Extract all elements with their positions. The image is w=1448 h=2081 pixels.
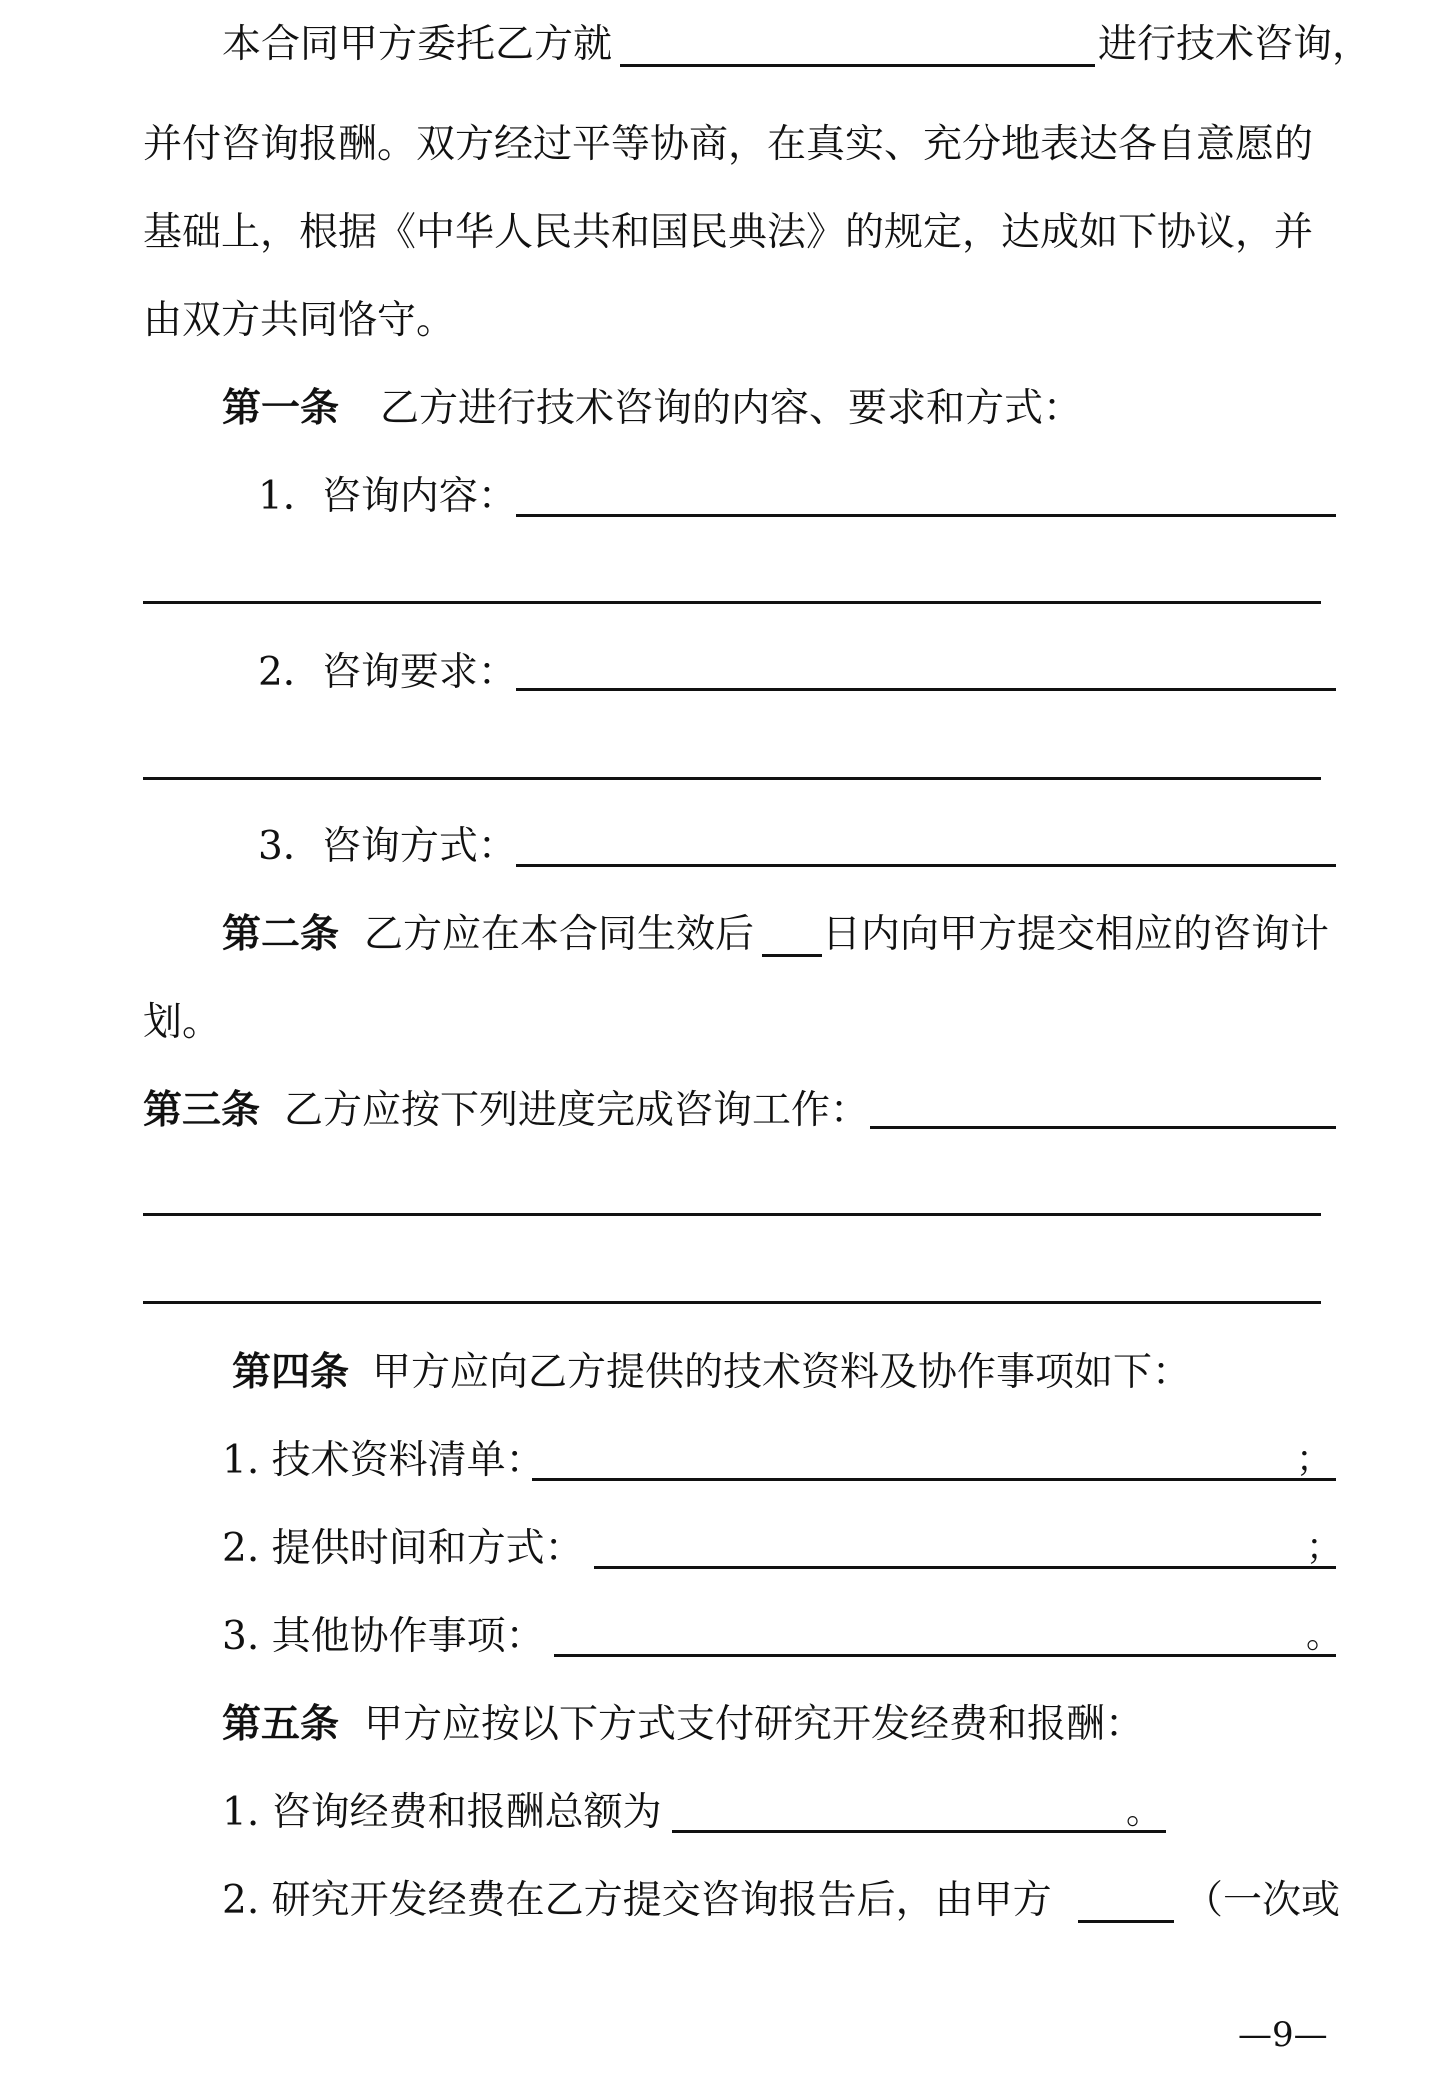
other-matters-label: 3. 其他协作事项： [222, 1614, 545, 1659]
article-1-text: 乙方进行技术咨询的内容、要求和方式： [380, 386, 1083, 431]
schedule-line-2 [143, 1213, 1321, 1216]
consult-subject-blank [620, 20, 1095, 67]
article-3-label: 第三条 [143, 1088, 261, 1133]
consult-content-line-2 [143, 601, 1321, 604]
total-fee-line [672, 1830, 1166, 1833]
page-number: —9— [1238, 2015, 1328, 2055]
tech-docs-line [532, 1478, 1336, 1481]
schedule-line [870, 1126, 1336, 1129]
intro-line-4: 由双方共同恪守。 [143, 298, 456, 343]
article-4-text: 甲方应向乙方提供的技术资料及协作事项如下： [372, 1350, 1192, 1395]
provide-time-end-mark: ； [1306, 1527, 1343, 1568]
other-matters-line [554, 1654, 1336, 1657]
consult-requirement-line [516, 688, 1336, 691]
total-fee-label: 1. 咨询经费和报酬总额为 [222, 1790, 662, 1835]
total-fee-end-mark: 。 [1126, 1791, 1163, 1832]
payment-text-a: 2. 研究开发经费在乙方提交咨询报告后，由甲方 [222, 1878, 1052, 1923]
provide-time-line [594, 1566, 1336, 1569]
intro-line-3: 基础上，根据《中华人民共和国民典法》的规定，达成如下协议，并 [143, 210, 1314, 255]
other-matters-end-mark: 。 [1306, 1615, 1343, 1656]
consult-content-label: 1．咨询内容： [258, 474, 517, 519]
article-2-text-a: 乙方应在本合同生效后 [364, 912, 755, 957]
tech-docs-label: 1. 技术资料清单： [222, 1438, 545, 1483]
article-3-text: 乙方应按下列进度完成咨询工作： [284, 1088, 870, 1133]
intro-line-2: 并付咨询报酬。双方经过平等协商，在真实、充分地表达各自意愿的 [143, 122, 1314, 167]
schedule-line-3 [143, 1301, 1321, 1304]
consult-method-label: 3．咨询方式： [258, 824, 517, 869]
article-2-line-2: 划。 [143, 1000, 222, 1045]
consult-content-line [516, 514, 1336, 517]
article-5-label: 第五条 [222, 1702, 340, 1747]
intro-line-1a: 本合同甲方委托乙方就 [222, 22, 613, 67]
article-4-label: 第四条 [232, 1350, 350, 1395]
consult-method-line [516, 864, 1336, 867]
plan-days-blank [762, 910, 822, 957]
consult-requirement-line-2 [143, 777, 1321, 780]
article-1-label: 第一条 [222, 386, 340, 431]
article-2-text-b: 日内向甲方提交相应的咨询计 [822, 912, 1330, 957]
payment-mode-blank [1078, 1876, 1174, 1923]
provide-time-label: 2. 提供时间和方式： [222, 1526, 584, 1571]
intro-line-1b: 进行技术咨询， [1098, 22, 1372, 67]
article-5-text: 甲方应按以下方式支付研究开发经费和报酬： [364, 1702, 1145, 1747]
consult-requirement-label: 2．咨询要求： [258, 650, 517, 695]
tech-docs-end-mark: ； [1296, 1439, 1333, 1480]
payment-text-b: （一次或 [1184, 1878, 1341, 1923]
article-2-label: 第二条 [222, 912, 340, 957]
